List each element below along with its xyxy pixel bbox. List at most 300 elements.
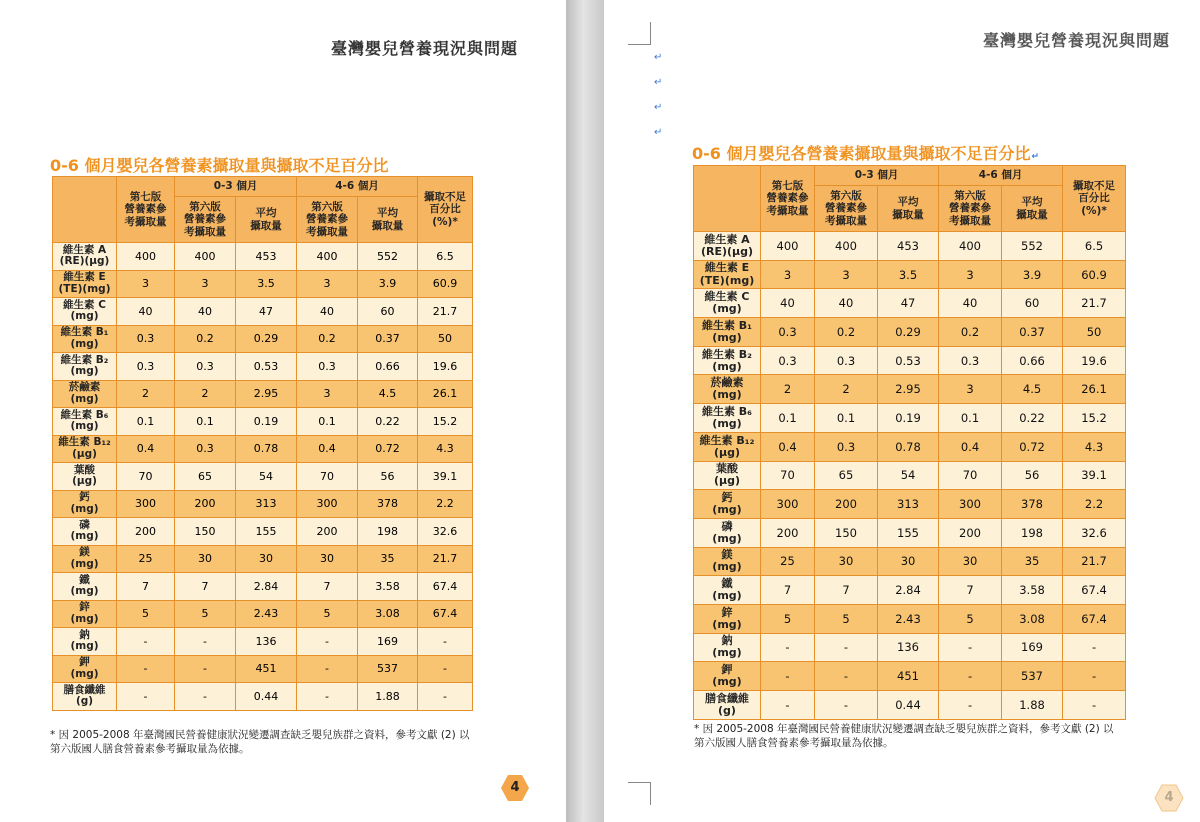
footnote[interactable]: * 因 2005-2008 年臺灣國民營養健康狀況變遷調查缺乏嬰兒族群之資料，參考文獻 (2) 以 第六版國人膳食營養素參考攝取量為依據。 [694,723,1114,750]
paragraph-mark-icon: ↵ [654,127,663,138]
value-cell-s46[interactable]: 30 [939,547,1002,576]
value-cell-pct[interactable]: - [1063,633,1126,662]
value-cell-s46: 3 [297,380,358,408]
value-cell-s03: 0.2 [175,325,236,353]
value-cell-a03: 313 [236,490,297,518]
footnote: * 因 2005-2008 年臺灣國民營養健康狀況變遷調查缺乏嬰兒族群之資料，參考文獻 (2) 以 第六版國人膳食營養素參考攝取量為依據。 [50,729,470,756]
value-cell-a46: 537 [358,655,418,683]
value-cell-s46[interactable]: 70 [939,461,1002,490]
nutrient-name-cell[interactable]: 鉀 (mg) [694,662,761,691]
header-group-0-3: 0-3 個月 [175,177,297,197]
nutrient-name-cell: 維生素 E (TE)(mg) [53,270,117,298]
value-cell-v7[interactable]: 7 [761,576,815,605]
table-row[interactable] [694,490,1126,519]
value-cell-v7[interactable]: - [761,662,815,691]
value-cell-s03[interactable]: - [815,662,878,691]
table-row [53,463,473,491]
header-avg-intake: 平均 攝取量 [236,197,297,243]
nutrient-name-cell[interactable]: 鋅 (mg) [694,604,761,633]
value-cell-a03: 136 [236,628,297,656]
value-cell-s03[interactable]: 5 [815,604,878,633]
value-cell-s03[interactable]: 7 [815,576,878,605]
value-cell-a46[interactable]: 378 [1002,490,1063,519]
value-cell-s46: - [297,628,358,656]
value-cell-a03: 2.95 [236,380,297,408]
value-cell-a46[interactable]: 3.08 [1002,604,1063,633]
value-cell-v7: 400 [117,243,175,271]
value-cell-a03[interactable]: 0.53 [878,346,939,375]
value-cell-a46: 60 [358,298,418,326]
table-row [53,243,473,271]
header-avg-intake[interactable]: 平均 攝取量 [878,186,939,232]
value-cell-a03[interactable]: 3.5 [878,260,939,289]
value-cell-s03[interactable]: - [815,633,878,662]
value-cell-a03[interactable]: 0.19 [878,404,939,433]
header-avg-intake: 平均 攝取量 [358,197,418,243]
value-cell-pct: 26.1 [418,380,473,408]
value-cell-pct: 2.2 [418,490,473,518]
value-cell-pct: - [418,628,473,656]
value-cell-s03[interactable]: 2 [815,375,878,404]
value-cell-v7[interactable]: 300 [761,490,815,519]
header-sixth-dri: 第六版 營養素參 考攝取量 [175,197,236,243]
value-cell-v7[interactable]: - [761,691,815,720]
value-cell-s46[interactable]: - [939,633,1002,662]
value-cell-a46[interactable]: 0.37 [1002,318,1063,347]
table-row [53,683,473,711]
page-number-badge[interactable] [1154,783,1184,813]
value-cell-a46[interactable]: 537 [1002,662,1063,691]
value-cell-v7: 0.3 [117,325,175,353]
nutrient-name-cell[interactable]: 維生素 B₁ (mg) [694,318,761,347]
value-cell-a46[interactable]: 60 [1002,289,1063,318]
table-body [53,243,473,711]
table-row[interactable] [694,260,1126,289]
table-row[interactable] [694,346,1126,375]
value-cell-pct: 67.4 [418,573,473,601]
header-avg-intake[interactable]: 平均 攝取量 [1002,186,1063,232]
nutrient-name-cell[interactable]: 菸鹼素 (mg) [694,375,761,404]
value-cell-v7: 3 [117,270,175,298]
value-cell-v7: - [117,628,175,656]
value-cell-a46: 0.66 [358,353,418,381]
table-body[interactable] [694,232,1126,720]
value-cell-pct[interactable]: 67.4 [1063,604,1126,633]
value-cell-a03: 453 [236,243,297,271]
nutrient-name-cell: 鐵 (mg) [53,573,117,601]
value-cell-s03: 0.3 [175,435,236,463]
nutrient-name-cell: 磷 (mg) [53,518,117,546]
nutrient-name-cell: 維生素 B₂ (mg) [53,353,117,381]
value-cell-a46[interactable]: 3.58 [1002,576,1063,605]
value-cell-a03: 0.53 [236,353,297,381]
value-cell-s03: - [175,683,236,711]
value-cell-v7[interactable]: - [761,633,815,662]
value-cell-v7: 25 [117,545,175,573]
nutrient-name-cell: 鈉 (mg) [53,628,117,656]
paragraph-mark-icon: ↵ [654,52,663,63]
value-cell-a03: 54 [236,463,297,491]
value-cell-s46[interactable]: 400 [939,232,1002,261]
table-row [53,628,473,656]
paragraph-mark-icon: ↵ [654,77,663,88]
value-cell-a03[interactable]: 30 [878,547,939,576]
value-cell-pct[interactable]: 15.2 [1063,404,1126,433]
margin-corner-mark [628,22,651,45]
value-cell-a03[interactable]: 2.84 [878,576,939,605]
value-cell-pct: 15.2 [418,408,473,436]
value-cell-a03: 30 [236,545,297,573]
table-row[interactable] [694,375,1126,404]
value-cell-a03[interactable]: 47 [878,289,939,318]
table-row [53,490,473,518]
table-row[interactable] [694,604,1126,633]
value-cell-a03[interactable]: 2.95 [878,375,939,404]
running-header: 臺灣嬰兒營養現況與問題 [330,39,518,58]
value-cell-s46[interactable]: 0.3 [939,346,1002,375]
value-cell-v7: 40 [117,298,175,326]
header-blank[interactable] [694,166,761,232]
value-cell-s03[interactable]: 150 [815,518,878,547]
nutrient-name-cell: 鋅 (mg) [53,600,117,628]
nutrient-name-cell: 葉酸 (μg) [53,463,117,491]
value-cell-pct: - [418,683,473,711]
value-cell-a03[interactable]: 0.29 [878,318,939,347]
value-cell-pct: 6.5 [418,243,473,271]
value-cell-s46[interactable]: 3 [939,260,1002,289]
value-cell-pct[interactable]: 21.7 [1063,547,1126,576]
paragraph-mark-icon: ↵ [1031,152,1040,162]
value-cell-pct[interactable]: 50 [1063,318,1126,347]
nutrient-table [52,176,473,711]
table-row [53,600,473,628]
nutrient-name-cell[interactable]: 鈉 (mg) [694,633,761,662]
nutrient-name-cell[interactable]: 維生素 E (TE)(mg) [694,260,761,289]
value-cell-a03: 47 [236,298,297,326]
value-cell-s46[interactable]: 7 [939,576,1002,605]
value-cell-s03[interactable]: 200 [815,490,878,519]
header-group-4-6[interactable]: 4-6 個月 [939,166,1063,186]
value-cell-a46[interactable]: 56 [1002,461,1063,490]
page-number: 4 [510,780,520,795]
header-pct-insufficient[interactable]: 攝取不足 百分比 (%)* [1063,166,1126,232]
value-cell-s46: 5 [297,600,358,628]
value-cell-a46: 198 [358,518,418,546]
value-cell-v7[interactable]: 70 [761,461,815,490]
table-row[interactable] [694,232,1126,261]
value-cell-pct: 67.4 [418,600,473,628]
value-cell-s03: - [175,655,236,683]
value-cell-s03: 65 [175,463,236,491]
value-cell-v7[interactable]: 5 [761,604,815,633]
value-cell-pct[interactable]: 19.6 [1063,346,1126,375]
value-cell-s46[interactable]: - [939,662,1002,691]
value-cell-s03[interactable]: 0.2 [815,318,878,347]
table-row[interactable] [694,576,1126,605]
header-sixth-dri: 第六版 營養素參 考攝取量 [297,197,358,243]
table-row [53,408,473,436]
value-cell-s46[interactable]: 0.1 [939,404,1002,433]
value-cell-s03: - [175,628,236,656]
value-cell-s03: 400 [175,243,236,271]
value-cell-a03[interactable]: 136 [878,633,939,662]
value-cell-s46[interactable]: 0.4 [939,432,1002,461]
value-cell-a03: 451 [236,655,297,683]
value-cell-v7: 300 [117,490,175,518]
value-cell-s46: 0.1 [297,408,358,436]
table-row[interactable] [694,318,1126,347]
value-cell-pct: 21.7 [418,298,473,326]
value-cell-v7: 2 [117,380,175,408]
value-cell-s46: - [297,683,358,711]
nutrient-table[interactable] [693,165,1126,720]
table-row[interactable] [694,518,1126,547]
value-cell-pct[interactable]: - [1063,662,1126,691]
value-cell-s03[interactable]: 65 [815,461,878,490]
value-cell-s03: 200 [175,490,236,518]
table-row [53,353,473,381]
nutrient-name-cell: 菸鹼素 (mg) [53,380,117,408]
value-cell-a03[interactable]: 453 [878,232,939,261]
nutrient-name-cell[interactable]: 葉酸 (μg) [694,461,761,490]
value-cell-a46: 3.08 [358,600,418,628]
nutrient-name-cell[interactable]: 膳食纖維 (g) [694,691,761,720]
value-cell-s46: - [297,655,358,683]
value-cell-a46[interactable]: 35 [1002,547,1063,576]
table-row [53,545,473,573]
nutrient-name-cell: 維生素 C (mg) [53,298,117,326]
value-cell-a46: 3.58 [358,573,418,601]
nutrient-name-cell: 維生素 B₁ (mg) [53,325,117,353]
table-row [53,573,473,601]
value-cell-s46: 400 [297,243,358,271]
value-cell-a46: 0.72 [358,435,418,463]
value-cell-s46[interactable]: 40 [939,289,1002,318]
value-cell-a03[interactable]: 0.44 [878,691,939,720]
table-row[interactable] [694,633,1126,662]
value-cell-a46[interactable]: 552 [1002,232,1063,261]
nutrient-name-cell[interactable]: 鎂 (mg) [694,547,761,576]
page-number[interactable]: 4 [1164,790,1174,805]
value-cell-a46: 35 [358,545,418,573]
header-sixth-dri[interactable]: 第六版 營養素參 考攝取量 [815,186,878,232]
table-row[interactable] [694,461,1126,490]
margin-corner-mark [628,782,651,805]
value-cell-s03[interactable]: 0.3 [815,346,878,375]
table-row[interactable] [694,691,1126,720]
value-cell-v7: - [117,683,175,711]
value-cell-s46: 300 [297,490,358,518]
value-cell-pct[interactable]: 26.1 [1063,375,1126,404]
value-cell-a46[interactable]: 1.88 [1002,691,1063,720]
value-cell-a03[interactable]: 155 [878,518,939,547]
value-cell-a46[interactable]: 198 [1002,518,1063,547]
nutrient-name-cell: 鎂 (mg) [53,545,117,573]
value-cell-pct[interactable]: - [1063,691,1126,720]
value-cell-a46[interactable]: 3.9 [1002,260,1063,289]
value-cell-s03: 0.1 [175,408,236,436]
value-cell-s03: 2 [175,380,236,408]
header-sixth-dri[interactable]: 第六版 營養素參 考攝取量 [939,186,1002,232]
value-cell-v7[interactable]: 0.4 [761,432,815,461]
value-cell-v7[interactable]: 3 [761,260,815,289]
value-cell-v7[interactable]: 0.1 [761,404,815,433]
value-cell-s03[interactable]: 0.1 [815,404,878,433]
right-page [604,0,1200,822]
value-cell-v7[interactable]: 0.3 [761,346,815,375]
nutrient-name-cell: 維生素 A (RE)(μg) [53,243,117,271]
value-cell-pct: 32.6 [418,518,473,546]
value-cell-s03[interactable]: 400 [815,232,878,261]
value-cell-v7[interactable]: 40 [761,289,815,318]
value-cell-s46: 70 [297,463,358,491]
value-cell-v7: 5 [117,600,175,628]
value-cell-a03: 2.84 [236,573,297,601]
table-row [53,435,473,463]
value-cell-v7: 7 [117,573,175,601]
value-cell-a46: 1.88 [358,683,418,711]
value-cell-s03: 7 [175,573,236,601]
value-cell-a46: 552 [358,243,418,271]
value-cell-s03: 30 [175,545,236,573]
nutrient-name-cell[interactable]: 磷 (mg) [694,518,761,547]
value-cell-pct[interactable]: 2.2 [1063,490,1126,519]
header-group-0-3[interactable]: 0-3 個月 [815,166,939,186]
value-cell-pct[interactable]: 6.5 [1063,232,1126,261]
value-cell-a03: 0.19 [236,408,297,436]
header-seventh-dri: 第七版 營養素參 考攝取量 [117,177,175,243]
value-cell-a46: 0.22 [358,408,418,436]
value-cell-pct: - [418,655,473,683]
header-seventh-dri[interactable]: 第七版 營養素參 考攝取量 [761,166,815,232]
value-cell-s46[interactable]: 300 [939,490,1002,519]
nutrient-name-cell[interactable]: 維生素 B₂ (mg) [694,346,761,375]
header-pct-insufficient: 攝取不足 百分比 (%)* [418,177,473,243]
value-cell-pct[interactable]: 60.9 [1063,260,1126,289]
table-row[interactable] [694,547,1126,576]
value-cell-a03: 3.5 [236,270,297,298]
value-cell-s46[interactable]: 5 [939,604,1002,633]
value-cell-s03: 40 [175,298,236,326]
page-number-badge [500,773,530,803]
value-cell-a03: 155 [236,518,297,546]
value-cell-a46[interactable]: 0.72 [1002,432,1063,461]
value-cell-a03[interactable]: 451 [878,662,939,691]
value-cell-v7[interactable]: 2 [761,375,815,404]
value-cell-a46: 56 [358,463,418,491]
table-row [53,298,473,326]
table-row [53,655,473,683]
value-cell-v7[interactable]: 0.3 [761,318,815,347]
value-cell-v7[interactable]: 200 [761,518,815,547]
paragraph-mark-icon: ↵ [654,102,663,113]
value-cell-a03[interactable]: 54 [878,461,939,490]
value-cell-a03[interactable]: 313 [878,490,939,519]
value-cell-s03[interactable]: 30 [815,547,878,576]
value-cell-s46: 0.3 [297,353,358,381]
value-cell-a03: 2.43 [236,600,297,628]
table-row [53,270,473,298]
value-cell-pct[interactable]: 32.6 [1063,518,1126,547]
value-cell-pct: 39.1 [418,463,473,491]
value-cell-s03[interactable]: 3 [815,260,878,289]
nutrient-name-cell: 鉀 (mg) [53,655,117,683]
header-blank [53,177,117,243]
table-row [53,518,473,546]
value-cell-s03: 150 [175,518,236,546]
value-cell-a46: 169 [358,628,418,656]
nutrient-name-cell[interactable]: 維生素 C (mg) [694,289,761,318]
table-title-text[interactable]: 0-6 個月嬰兒各營養素攝取量與攝取不足百分比 [692,144,1031,163]
value-cell-s46[interactable]: 3 [939,375,1002,404]
table-row[interactable] [694,404,1126,433]
value-cell-s46[interactable]: - [939,691,1002,720]
table-row[interactable] [694,662,1126,691]
value-cell-a46[interactable]: 0.22 [1002,404,1063,433]
value-cell-a46: 378 [358,490,418,518]
value-cell-pct: 21.7 [418,545,473,573]
running-header[interactable]: 臺灣嬰兒營養現況與問題 [982,31,1170,50]
value-cell-pct[interactable]: 67.4 [1063,576,1126,605]
value-cell-v7[interactable]: 400 [761,232,815,261]
value-cell-a46[interactable]: 169 [1002,633,1063,662]
value-cell-v7: 200 [117,518,175,546]
value-cell-s46: 7 [297,573,358,601]
value-cell-s03[interactable]: 0.3 [815,432,878,461]
value-cell-s46[interactable]: 0.2 [939,318,1002,347]
table-row [53,380,473,408]
value-cell-a03: 0.78 [236,435,297,463]
nutrient-name-cell[interactable]: 鐵 (mg) [694,576,761,605]
value-cell-v7: 0.3 [117,353,175,381]
value-cell-pct[interactable]: 21.7 [1063,289,1126,318]
value-cell-a46[interactable]: 0.66 [1002,346,1063,375]
value-cell-a46: 4.5 [358,380,418,408]
value-cell-pct: 4.3 [418,435,473,463]
value-cell-pct[interactable]: 4.3 [1063,432,1126,461]
page-gutter [566,0,604,822]
nutrient-name-cell: 膳食纖維 (g) [53,683,117,711]
nutrient-name-cell[interactable]: 維生素 A (RE)(μg) [694,232,761,261]
value-cell-pct: 60.9 [418,270,473,298]
value-cell-a03: 0.29 [236,325,297,353]
nutrient-name-cell: 維生素 B₁₂ (μg) [53,435,117,463]
nutrient-name-cell[interactable]: 鈣 (mg) [694,490,761,519]
header-group-4-6: 4-6 個月 [297,177,418,197]
value-cell-v7[interactable]: 25 [761,547,815,576]
value-cell-s03[interactable]: - [815,691,878,720]
value-cell-a46: 0.37 [358,325,418,353]
value-cell-a03[interactable]: 0.78 [878,432,939,461]
value-cell-pct[interactable]: 39.1 [1063,461,1126,490]
table-row [53,325,473,353]
value-cell-s46[interactable]: 200 [939,518,1002,547]
value-cell-s03[interactable]: 40 [815,289,878,318]
value-cell-s46: 30 [297,545,358,573]
value-cell-s46: 0.4 [297,435,358,463]
value-cell-a46[interactable]: 4.5 [1002,375,1063,404]
table-row[interactable] [694,432,1126,461]
value-cell-s03: 3 [175,270,236,298]
nutrient-name-cell[interactable]: 維生素 B₁₂ (μg) [694,432,761,461]
value-cell-a03[interactable]: 2.43 [878,604,939,633]
value-cell-s46: 3 [297,270,358,298]
value-cell-s03: 5 [175,600,236,628]
nutrient-name-cell[interactable]: 維生素 B₆ (mg) [694,404,761,433]
table-title[interactable] [692,141,1039,164]
nutrient-name-cell: 維生素 B₆ (mg) [53,408,117,436]
table-row[interactable] [694,289,1126,318]
